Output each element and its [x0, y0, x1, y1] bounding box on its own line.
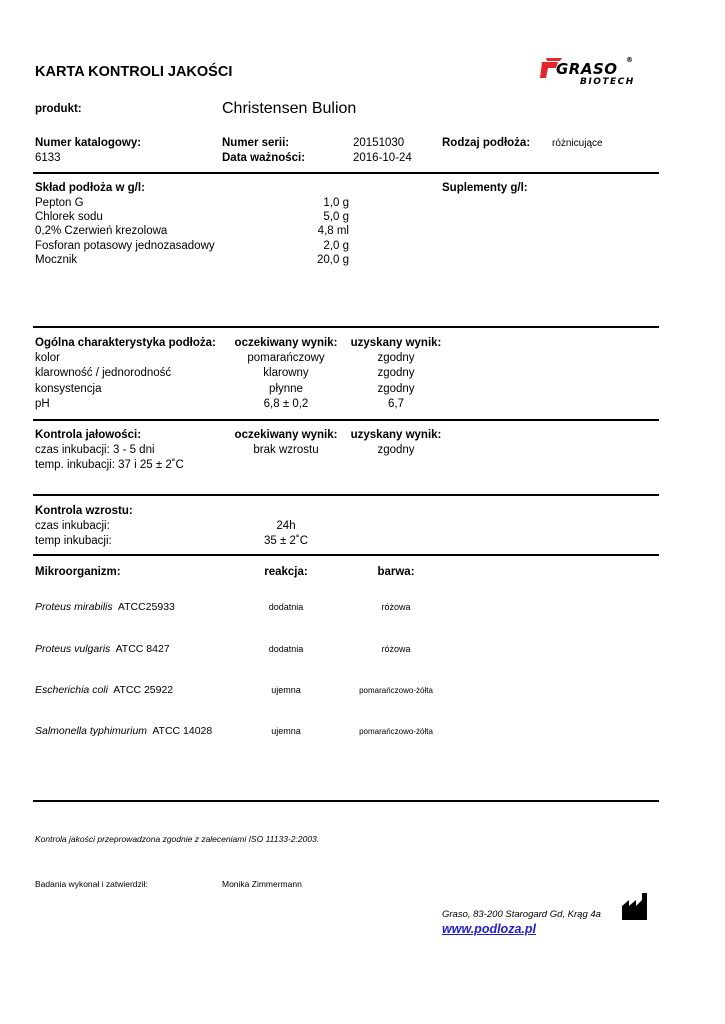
divider	[33, 326, 659, 328]
sterility-incubation-temp: temp. inkubacji: 37 i 25 ± 2˚C	[35, 459, 184, 471]
micro-strain: ATCC 14028	[152, 725, 213, 737]
composition-amount: 20,0 g	[317, 254, 349, 266]
micro-strain: ATCC25933	[117, 601, 175, 613]
composition-amount: 1,0 g	[323, 197, 349, 209]
composition-amount: 5,0 g	[323, 211, 349, 223]
composition-name: Mocznik	[35, 254, 78, 266]
general-row-obtained: zgodny	[377, 383, 415, 395]
general-row-obtained: 6,7	[388, 398, 404, 410]
micro-color: pomarańczowo-żółta	[359, 727, 433, 736]
growth-label: Kontrola wzrostu:	[35, 505, 133, 517]
micro-reaction: ujemna	[271, 685, 301, 695]
medium-type-label: Rodzaj podłoża:	[442, 137, 531, 149]
approved-name: Monika Zimmermann	[222, 879, 302, 889]
sterility-obtained-label: uzyskany wynik:	[350, 429, 442, 441]
micro-species: Proteus vulgaris	[35, 643, 111, 655]
graso-logo	[538, 56, 638, 90]
micro-species: Proteus mirabilis	[35, 601, 113, 613]
expiry-label: Data ważności:	[222, 152, 306, 164]
divider	[33, 419, 659, 421]
company-address: Graso, 83-200 Starogard Gd, Krąg 4a	[442, 909, 601, 920]
page-title: KARTA KONTROLI JAKOŚCI	[35, 64, 233, 80]
micro-color: różowa	[381, 602, 411, 612]
divider	[33, 554, 659, 556]
general-row-name: kolor	[35, 352, 60, 364]
logo-sub: BIOTECH	[580, 77, 635, 87]
general-obtained-label: uzyskany wynik:	[350, 337, 442, 349]
factory-icon	[621, 891, 651, 921]
general-row-expected: 6,8 ± 0,2	[263, 398, 309, 410]
micro-species: Salmonella typhimurium	[35, 725, 148, 737]
growth-time-value: 24h	[276, 520, 296, 532]
micro-species: Escherichia coli	[35, 684, 108, 696]
series-value: 20151030	[353, 137, 405, 149]
logo-registered: ®	[626, 56, 633, 64]
supplements-label: Suplementy g/l:	[442, 182, 528, 194]
micro-strain: ATCC 8427	[115, 643, 170, 655]
general-row-obtained: zgodny	[377, 367, 415, 379]
micro-strain: ATCC 25922	[113, 684, 174, 696]
composition-label: Skład podłoża w g/l:	[35, 182, 145, 194]
general-row-expected: płynne	[269, 383, 303, 395]
micro-label: Mikroorganizm:	[35, 566, 121, 578]
sterility-obtained: zgodny	[377, 444, 415, 456]
general-expected-label: oczekiwany wynik:	[234, 337, 338, 349]
micro-row	[35, 725, 212, 737]
general-label: Ogólna charakterystyka podłoża:	[35, 337, 216, 349]
product-label: produkt:	[35, 103, 82, 115]
micro-color: różowa	[381, 644, 411, 654]
sterility-label: Kontrola jałowości:	[35, 429, 142, 441]
micro-reaction-label: reakcja:	[264, 566, 308, 578]
micro-reaction: ujemna	[271, 726, 301, 736]
catalog-label: Numer katalogowy:	[35, 137, 142, 149]
website-link[interactable]: www.podloza.pl	[442, 922, 536, 936]
micro-row	[35, 684, 173, 696]
logo-brand: GRASO	[556, 60, 618, 78]
general-row-obtained: zgodny	[377, 352, 415, 364]
micro-color-label: barwa:	[377, 566, 415, 578]
composition-name: Fosforan potasowy jednozasadowy	[35, 240, 215, 252]
product-name: Christensen Bulion	[222, 100, 357, 117]
composition-amount: 4,8 ml	[317, 225, 349, 237]
general-row-name: pH	[35, 398, 50, 410]
divider	[33, 172, 659, 174]
sterility-incubation-time: czas inkubacji: 3 - 5 dni	[35, 444, 155, 456]
iso-note: Kontrola jakości przeprowadzona zgodnie z zaleceniami ISO 11133-2:2003.	[35, 834, 320, 844]
composition-name: 0,2% Czerwień krezolowa	[35, 225, 168, 237]
sterility-expected: brak wzrostu	[253, 444, 319, 456]
approved-label: Badania wykonał i zatwierdził:	[35, 879, 148, 889]
divider	[33, 800, 659, 802]
composition-amount: 2,0 g	[323, 240, 349, 252]
expiry-value: 2016-10-24	[353, 152, 412, 164]
general-row-expected: pomarańczowy	[247, 352, 325, 364]
general-row-name: klarowność / jednorodność	[35, 367, 172, 379]
micro-row	[35, 601, 175, 613]
growth-time-label: czas inkubacji:	[35, 520, 110, 532]
micro-color: pomarańczowo-żółta	[359, 686, 433, 695]
medium-type-value: różnicujące	[552, 138, 603, 149]
composition-name: Chlorek sodu	[35, 211, 103, 223]
general-row-expected: klarowny	[263, 367, 309, 379]
catalog-value: 6133	[35, 152, 61, 164]
series-label: Numer serii:	[222, 137, 290, 149]
general-row-name: konsystencja	[35, 383, 102, 395]
growth-temp-label: temp inkubacji:	[35, 535, 112, 547]
micro-row	[35, 643, 170, 655]
composition-name: Pepton G	[35, 197, 84, 209]
growth-temp-value: 35 ± 2˚C	[263, 535, 309, 547]
micro-reaction: dodatnia	[268, 602, 304, 612]
sterility-expected-label: oczekiwany wynik:	[234, 429, 338, 441]
micro-reaction: dodatnia	[268, 644, 304, 654]
divider	[33, 494, 659, 496]
